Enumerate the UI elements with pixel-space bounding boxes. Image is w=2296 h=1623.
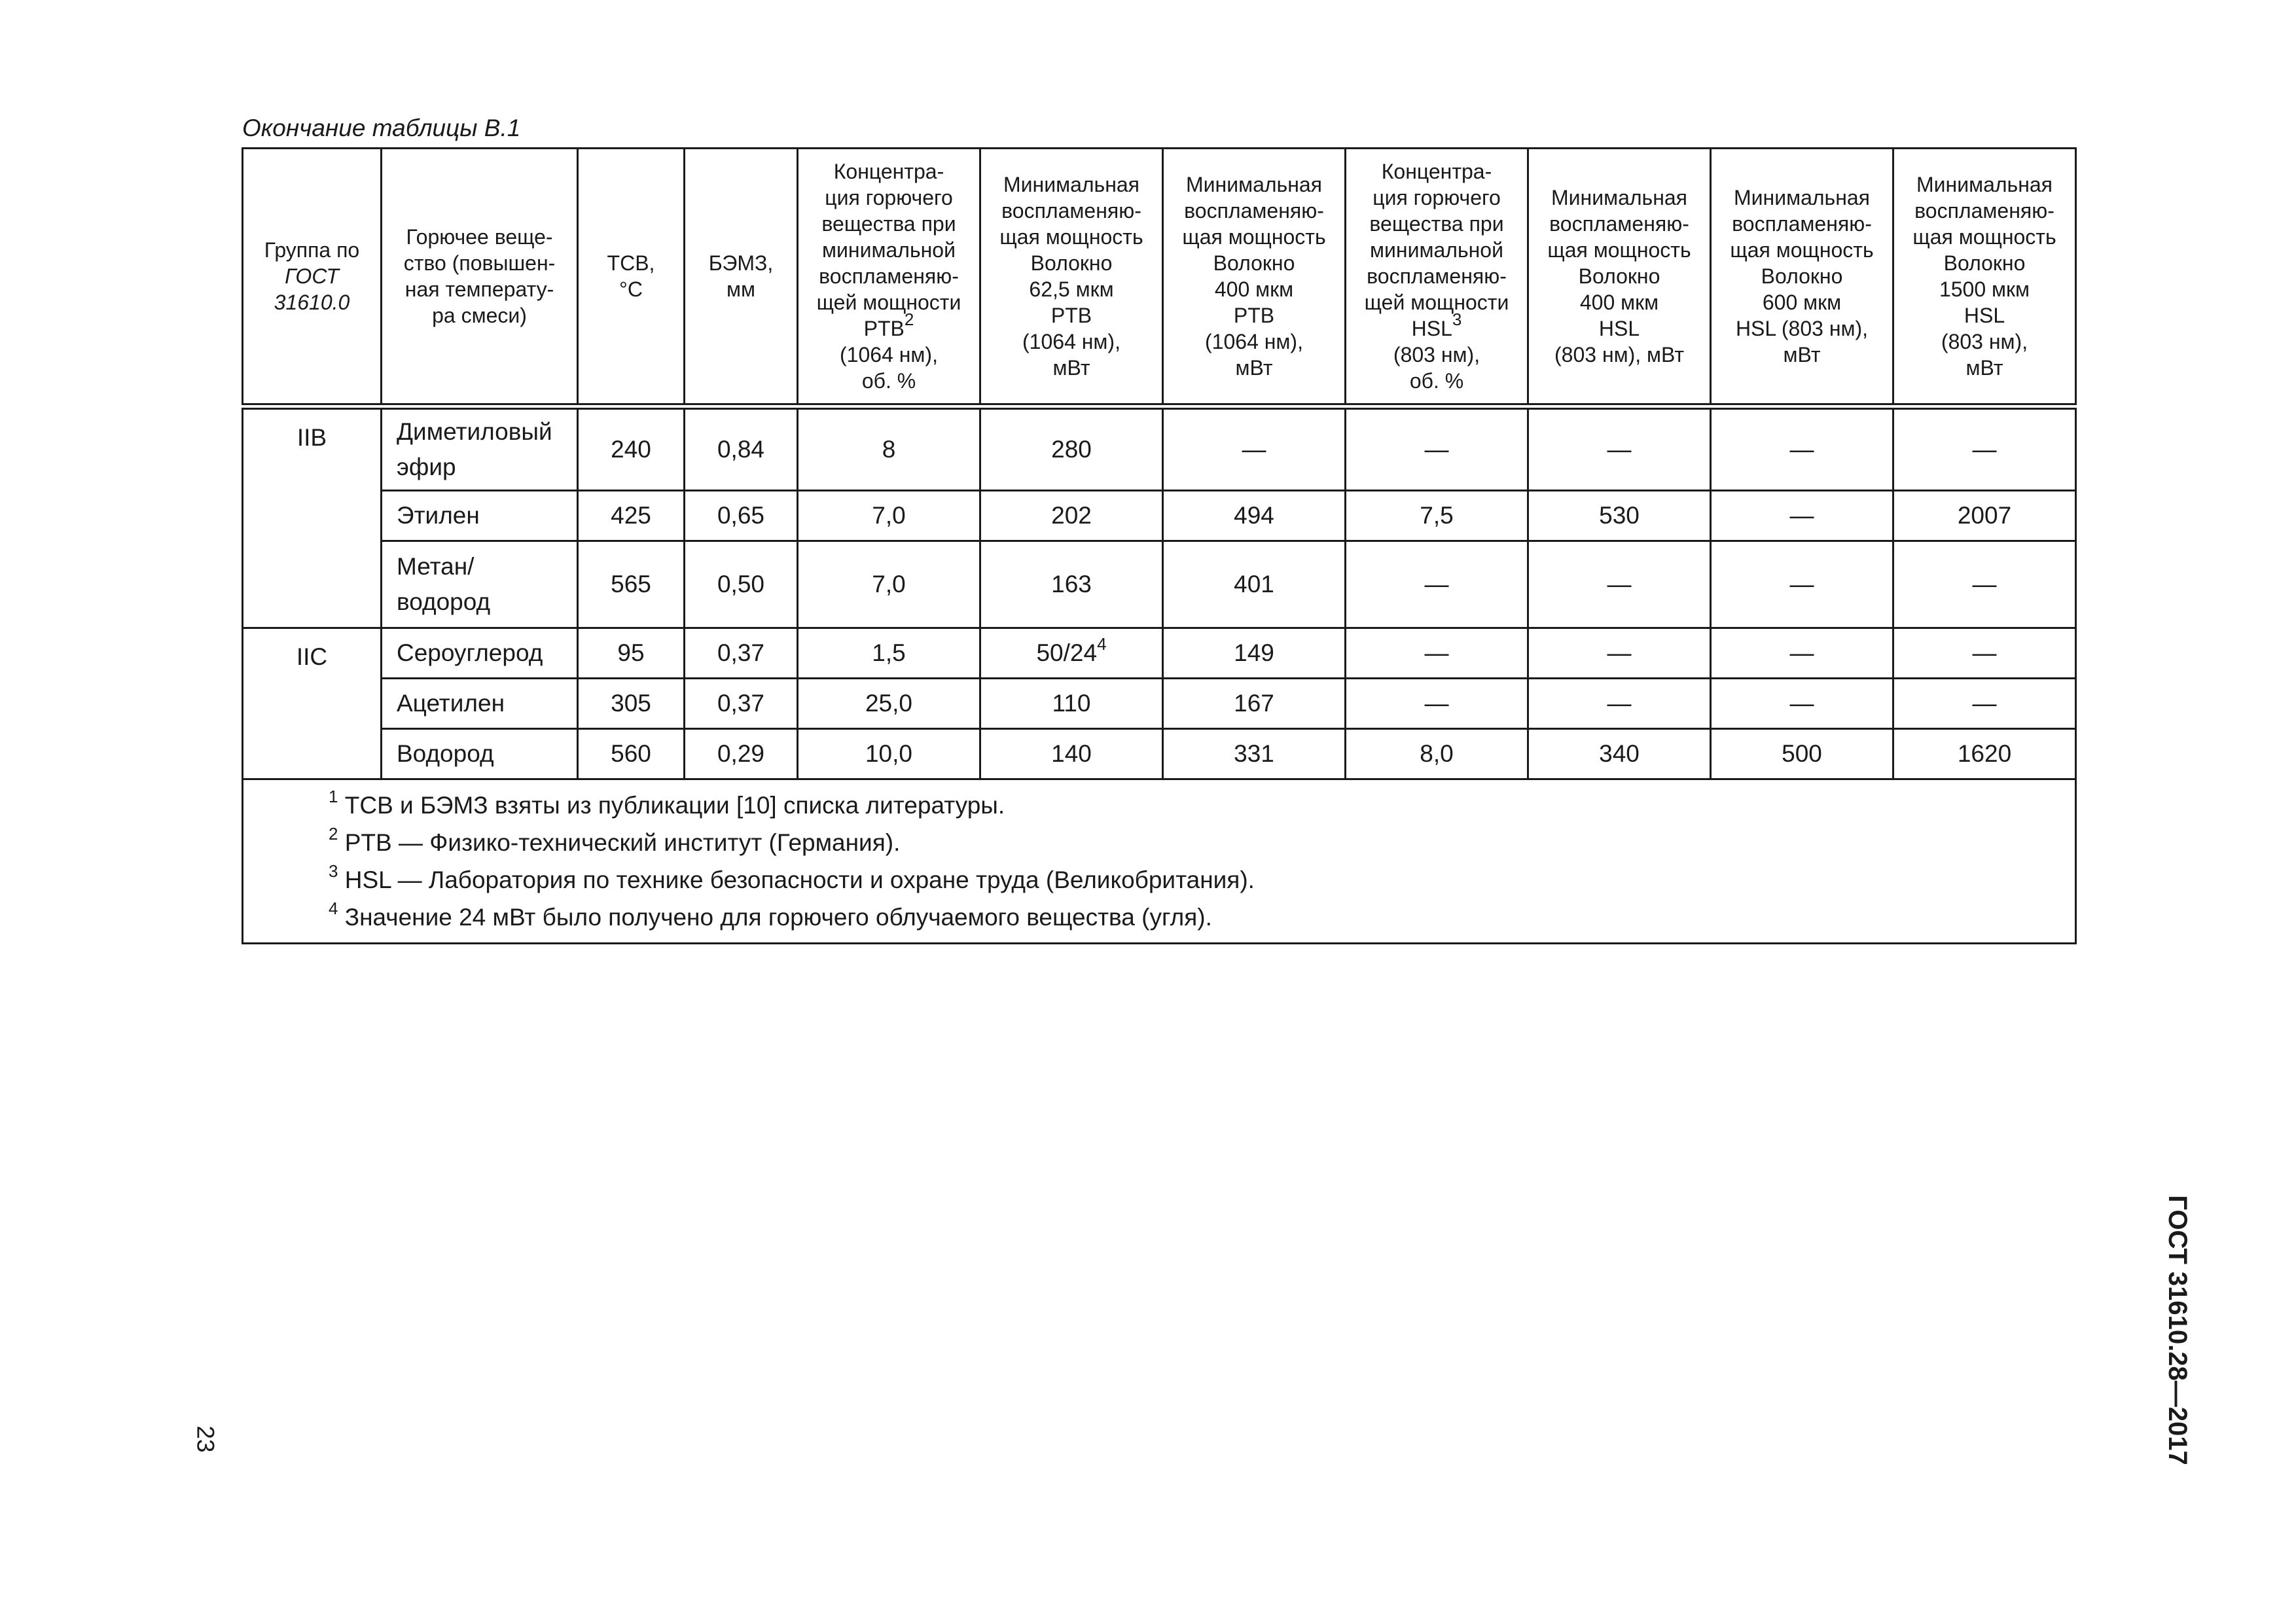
power-600-hsl-cell: — [1711,406,1893,491]
power-1500-hsl-cell: — [1893,541,2076,628]
notes-row [243,779,2076,944]
page-number: 23 [192,1425,219,1453]
power-1500-hsl-cell: — [1893,628,2076,679]
power-1500-hsl-cell: 2007 [1893,491,2076,541]
header-group: Группа по ГОСТ 31610.0 [243,149,382,407]
power-400-hsl-cell: — [1528,628,1711,679]
power-400-hsl-cell: 340 [1528,729,1711,779]
power-62-ptb-cell: $50/24^4$ [980,628,1163,679]
tsv-cell: 240 [578,406,685,491]
concentration-hsl-cell: — [1346,541,1528,628]
header-tsv: ТСВ, °С [578,149,685,407]
header-power-62-ptb: Минимальная воспламеняю- щая мощность Волокно 62,5 мкм PTB (1064 нм), мВт [980,149,1163,407]
power-600-hsl-cell: 500 [1711,729,1893,779]
power-400-hsl-cell: — [1528,541,1711,628]
power-400-hsl-cell: — [1528,406,1711,491]
table-row [243,541,2076,628]
power-400-ptb-cell: 494 [1163,491,1346,541]
bemz-cell: 0,50 [685,541,798,628]
power-62-ptb-cell: 110 [980,679,1163,729]
footnote: $^2$ PTB — Физико-технический институт (Германия). [329,823,901,856]
concentration-hsl-cell: — [1346,679,1528,729]
power-1500-hsl-cell: — [1893,679,2076,729]
concentration-ptb-cell: 7,0 [798,541,980,628]
header-concentration-hsl: Концентра- ция горючего вещества при минимальной воспламеняю- щей мощности HSL$^3$ (803 нм), об. % [1346,149,1528,407]
power-600-hsl-cell: — [1711,679,1893,729]
substance-cell: Диметиловый эфир [382,406,578,491]
footnote: $^1$ ТСВ и БЭМЗ взяты из публикации [10] списка литературы. [329,786,1005,819]
header-power-600-hsl: Минимальная воспламеняю- щая мощность Волокно 600 мкм HSL (803 нм), мВт [1711,149,1893,407]
group-cell: IIB [243,406,382,628]
power-600-hsl-cell: — [1711,541,1893,628]
substance-cell: Ацетилен [382,679,578,729]
bemz-cell: 0,65 [685,491,798,541]
bemz-cell: 0,29 [685,729,798,779]
header-bemz: БЭМЗ, мм [685,149,798,407]
substance-cell: Метан/ водород [382,541,578,628]
header-power-400-hsl: Минимальная воспламеняю- щая мощность Волокно 400 мкм HSL (803 нм), мВт [1528,149,1711,407]
power-62-ptb-cell: 280 [980,406,1163,491]
table-caption: Окончание таблицы В.1 [242,115,521,141]
concentration-ptb-cell: 8 [798,406,980,491]
power-400-ptb-cell: 401 [1163,541,1346,628]
header-concentration-ptb: Концентра- ция горючего вещества при минимальной воспламеняю- щей мощности PTB$^2$ (1064 нм), об. % [798,149,980,407]
tsv-cell: 425 [578,491,685,541]
power-62-ptb-cell: 140 [980,729,1163,779]
power-400-ptb-cell: 167 [1163,679,1346,729]
power-400-ptb-cell: 331 [1163,729,1346,779]
substance-cell: Водород [382,729,578,779]
table-row [243,406,2076,491]
footnote: $^4$ Значение 24 мВт было получено для горючего облучаемого вещества (угля). [329,898,1212,931]
power-400-hsl-cell: — [1528,679,1711,729]
table-row [243,491,2076,541]
bemz-cell: 0,37 [685,628,798,679]
header-substance: Горючее веще- ство (повышен- ная температу- ра смеси) [382,149,578,407]
tsv-cell: 560 [578,729,685,779]
concentration-hsl-cell: 7,5 [1346,491,1528,541]
power-600-hsl-cell: — [1711,491,1893,541]
footnote: $^3$ HSL — Лаборатория по технике безопасности и охране труда (Великобритания). [329,861,1255,893]
substance-cell: Сероуглерод [382,628,578,679]
concentration-ptb-cell: 1,5 [798,628,980,679]
concentration-ptb-cell: 10,0 [798,729,980,779]
power-600-hsl-cell: — [1711,628,1893,679]
power-400-ptb-cell: — [1163,406,1346,491]
table-row [243,729,2076,779]
bemz-cell: 0,84 [685,406,798,491]
power-400-ptb-cell: 149 [1163,628,1346,679]
data-table [242,147,2077,944]
power-62-ptb-cell: 202 [980,491,1163,541]
header-row [243,149,2076,407]
header-power-400-ptb: Минимальная воспламеняю- щая мощность Волокно 400 мкм PTB (1064 нм), мВт [1163,149,1346,407]
header-power-1500-hsl: Минимальная воспламеняю- щая мощность Волокно 1500 мкм HSL (803 нм), мВт [1893,149,2076,407]
tsv-cell: 95 [578,628,685,679]
concentration-ptb-cell: 7,0 [798,491,980,541]
power-1500-hsl-cell: 1620 [1893,729,2076,779]
substance-cell: Этилен [382,491,578,541]
power-1500-hsl-cell: — [1893,406,2076,491]
table-row [243,679,2076,729]
bemz-cell: 0,37 [685,679,798,729]
table-row [243,628,2076,679]
power-62-ptb-cell: 163 [980,541,1163,628]
concentration-hsl-cell: 8,0 [1346,729,1528,779]
standard-designation: ГОСТ 31610.28—2017 [2162,1195,2192,1465]
tsv-cell: 565 [578,541,685,628]
footnotes [243,779,2076,944]
tsv-cell: 305 [578,679,685,729]
concentration-ptb-cell: 25,0 [798,679,980,729]
concentration-hsl-cell: — [1346,628,1528,679]
group-cell: IIC [243,628,382,779]
power-400-hsl-cell: 530 [1528,491,1711,541]
concentration-hsl-cell: — [1346,406,1528,491]
